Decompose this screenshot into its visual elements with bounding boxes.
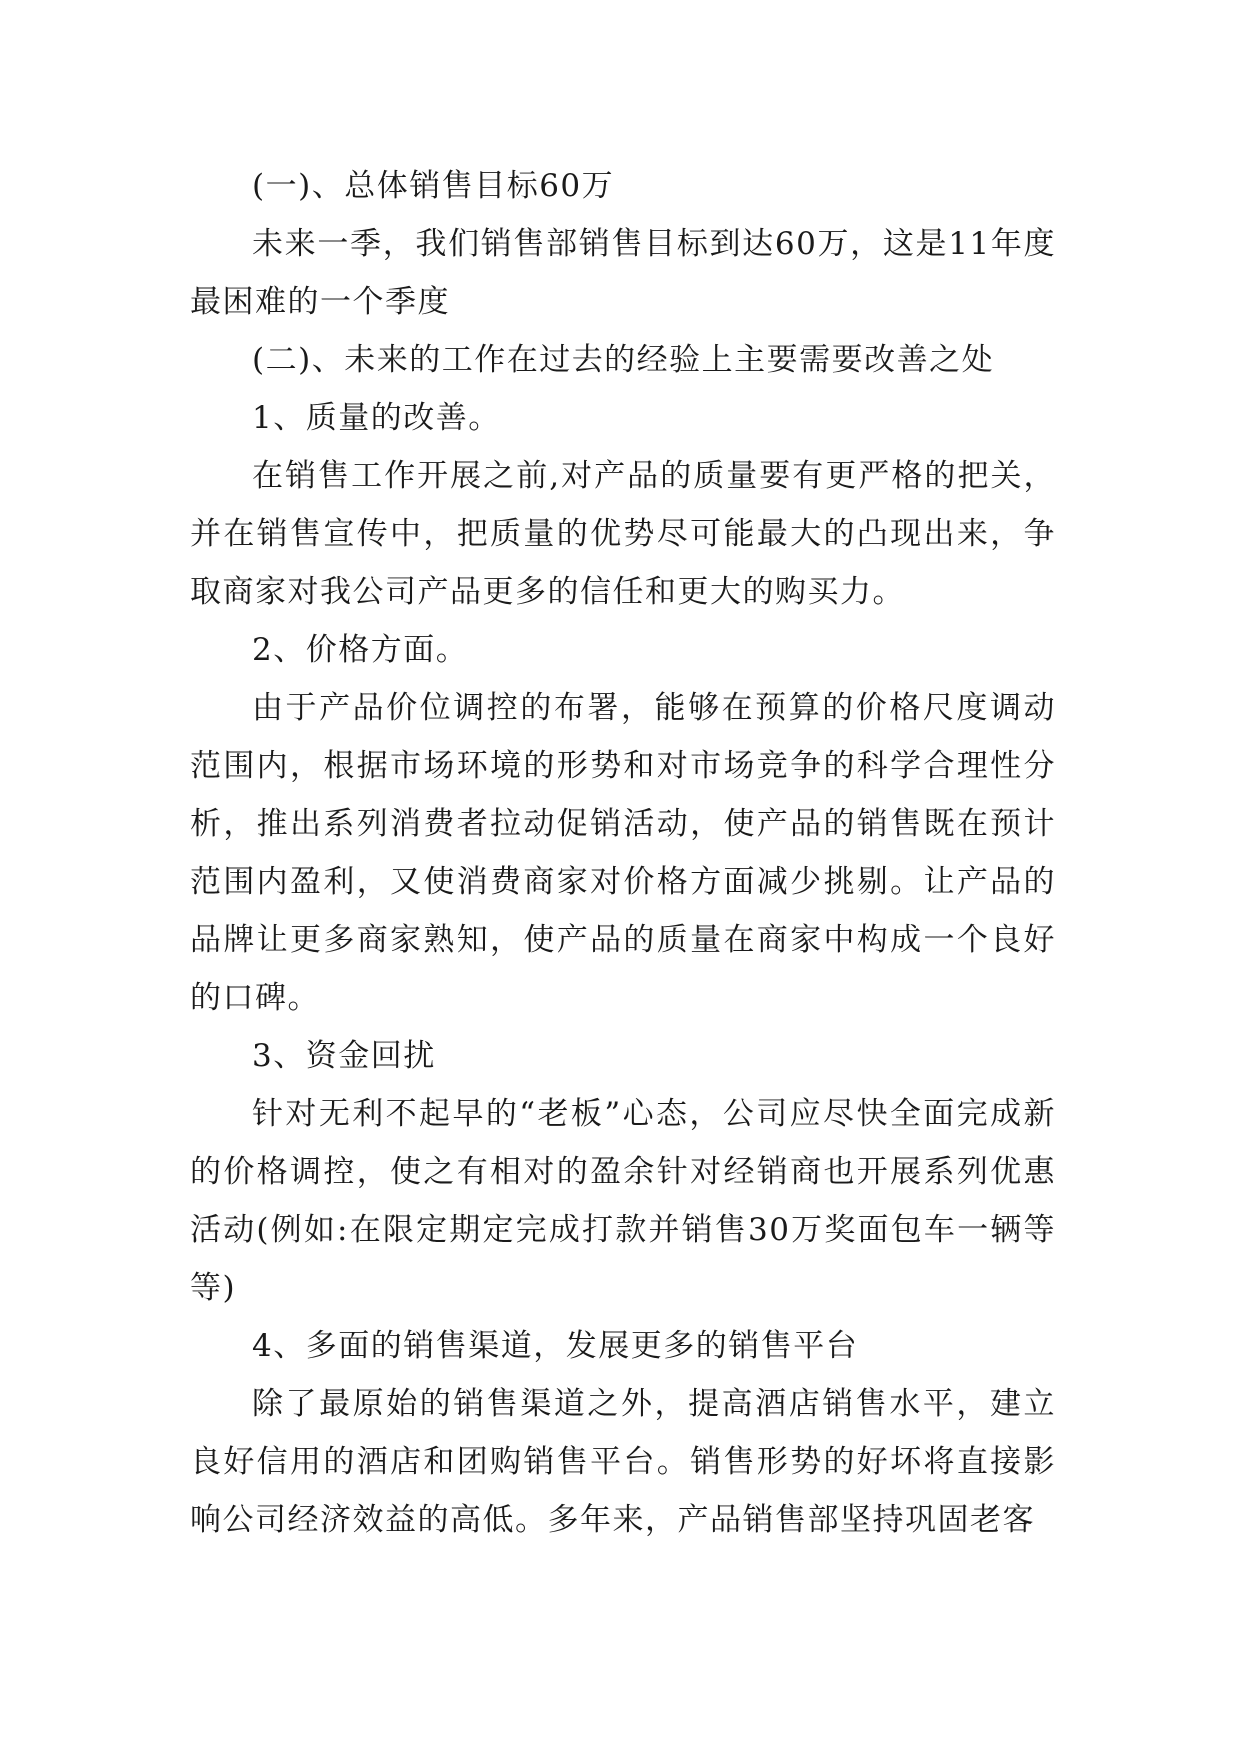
item-heading-channels: 4、多面的销售渠道，发展更多的销售平台	[252, 1328, 859, 1364]
section-heading-improvements: (二)、未来的工作在过去的经验上主要需要改善之处	[252, 342, 995, 378]
paragraph-channels: 除了最原始的销售渠道之外，提高酒店销售水平，建立良好信用的酒店和团购销售平台。销售形势的好坏将直接影响公司经济效益的高低。多年来，产品销售部坚持巩固老客	[190, 1386, 1056, 1538]
paragraph-price: 由于产品价位调控的布署，能够在预算的价格尺度调动范围内，根据市场环境的形势和对市场竞争的科学合理性分析，推出系列消费者拉动促销活动，使产品的销售既在预计范围内盈利，又使消费商家对价格方面减少挑剔。让产品的品牌让更多商家熟知，使产品的质量在商家中构成一个良好的口碑。	[190, 690, 1056, 1016]
document-body	[190, 157, 1056, 1549]
paragraph-funds: 针对无利不起早的“老板”心态，公司应尽快全面完成新的价格调控，使之有相对的盈余针对经销商也开展系列优惠活动(例如:在限定期定完成打款并销售30万奖面包车一辆等等)	[190, 1096, 1056, 1306]
item-heading-price: 2、价格方面。	[252, 632, 469, 668]
item-heading-quality: 1、质量的改善。	[252, 400, 501, 436]
paragraph-quality: 在销售工作开展之前,对产品的质量要有更严格的把关，并在销售宣传中，把质量的优势尽可能最大的凸现出来，争取商家对我公司产品更多的信任和更大的购买力。	[190, 458, 1056, 610]
item-heading-funds: 3、资金回扰	[252, 1038, 436, 1074]
section-heading-overall-target: (一)、总体销售目标60万	[252, 168, 615, 204]
paragraph-target-description: 未来一季，我们销售部销售目标到达60万，这是11年度最困难的一个季度	[190, 226, 1056, 320]
